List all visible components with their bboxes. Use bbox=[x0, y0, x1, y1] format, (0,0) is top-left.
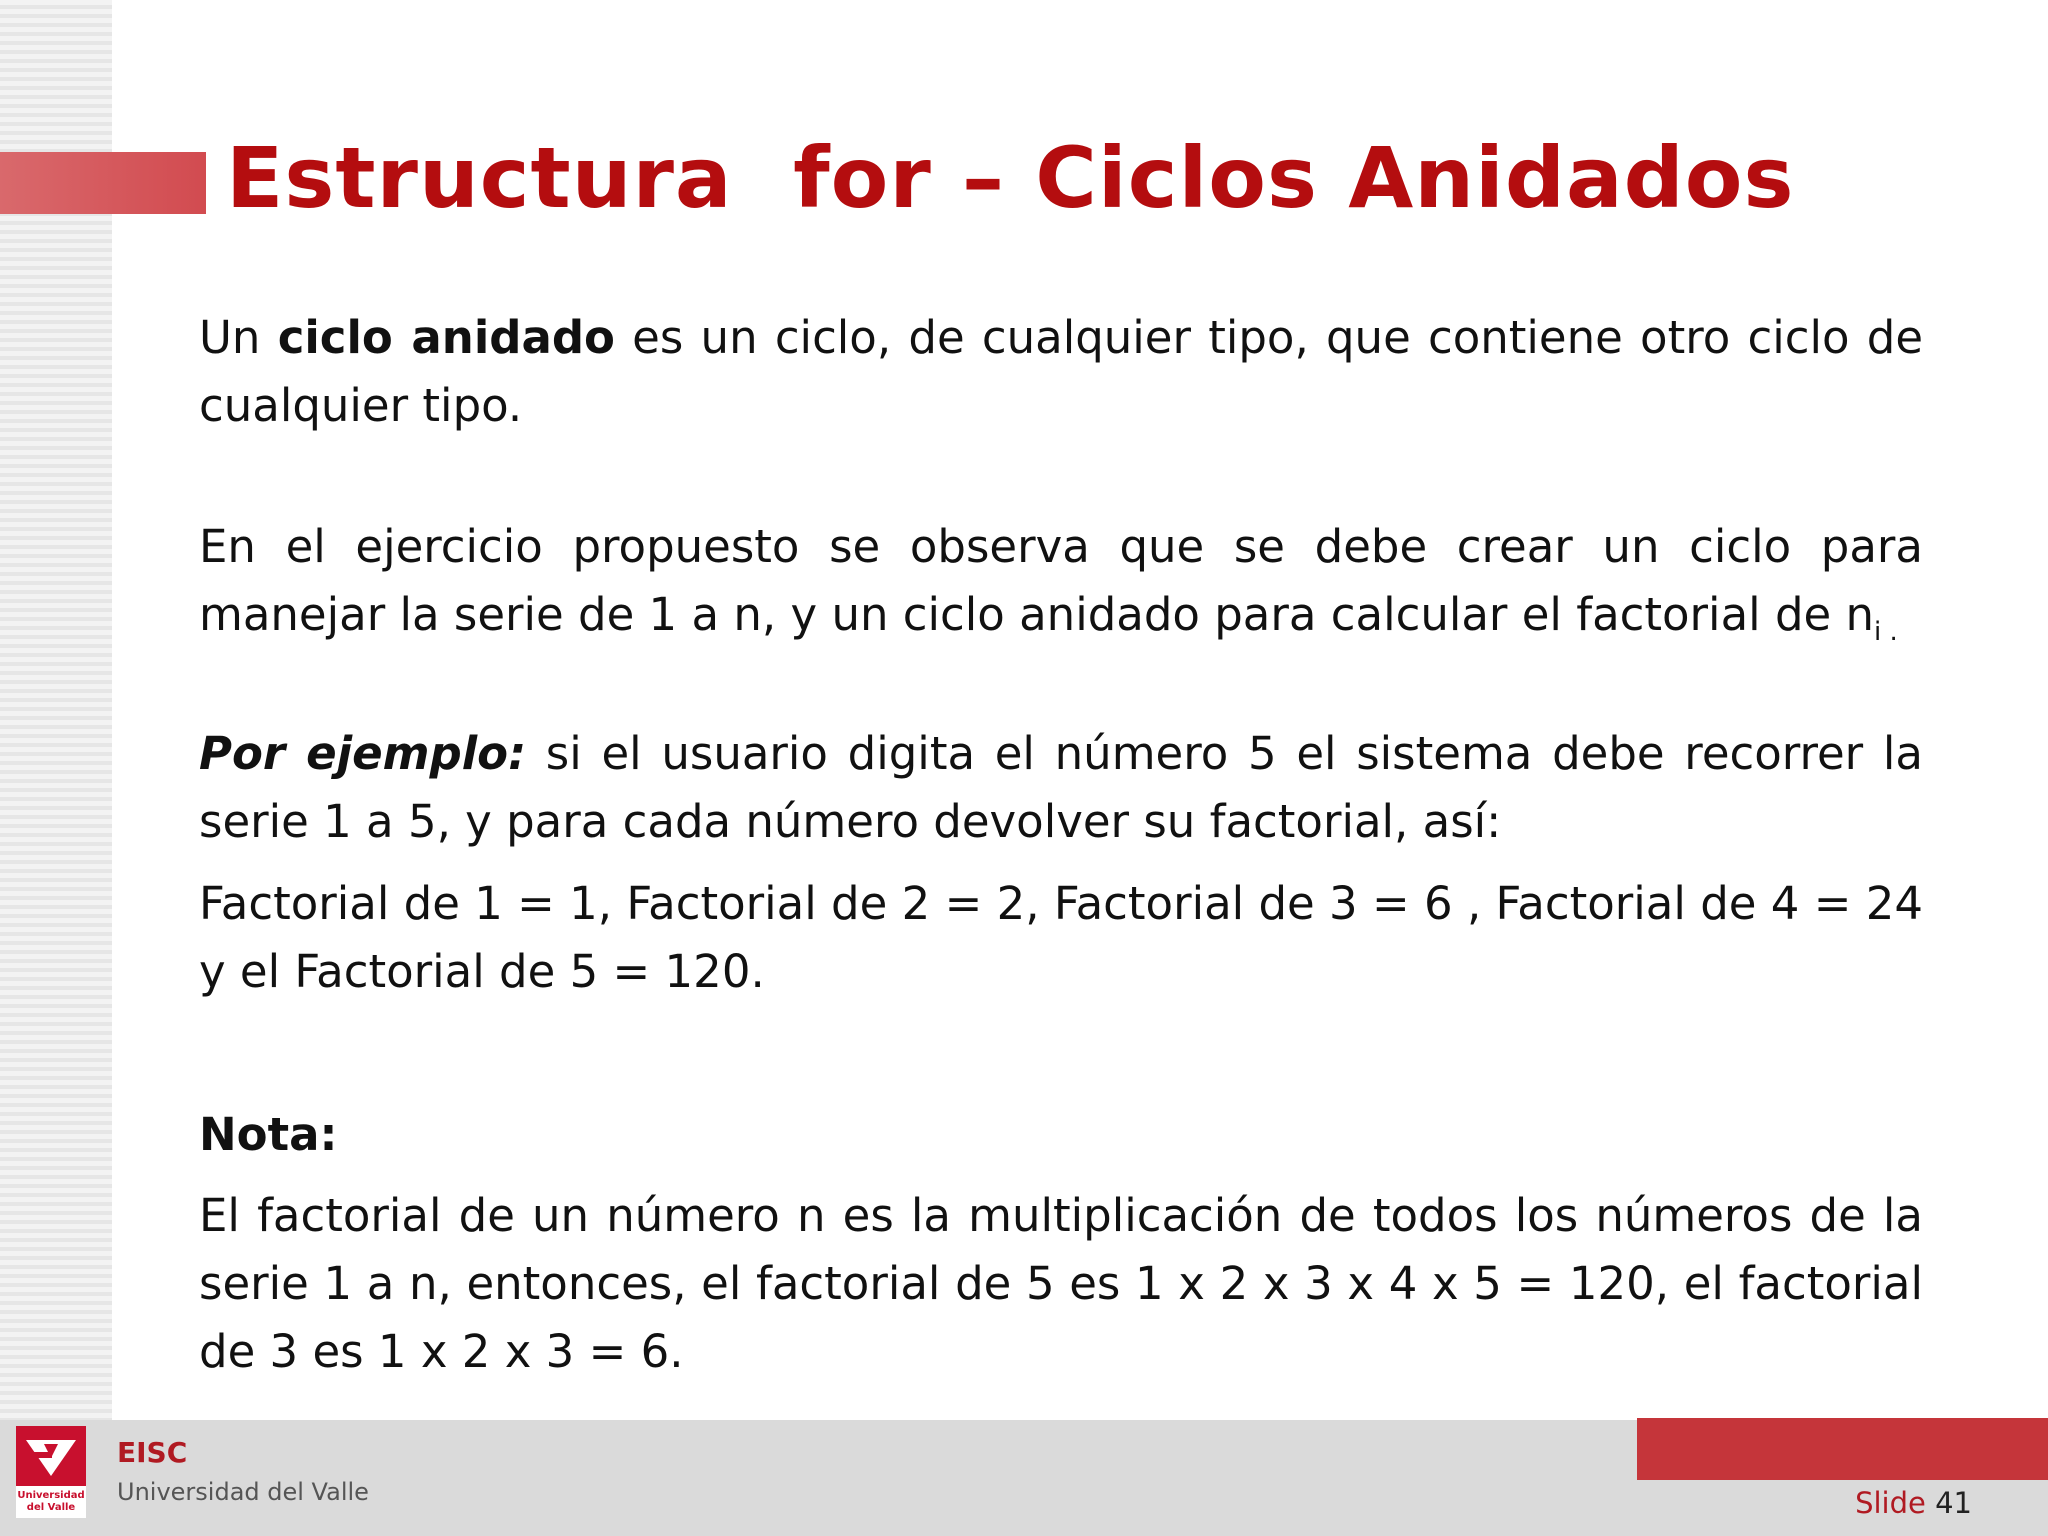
exercise-subscript: i . bbox=[1874, 617, 1898, 647]
paragraph-exercise bbox=[199, 513, 1923, 666]
logo-text-line2: del Valle bbox=[26, 1502, 76, 1513]
factorials-text: Factorial de 1 = 1, Factorial de 2 = 2, Factorial de 3 = 6 , Factorial de 4 = 24 y el Factorial de 5 = 120. bbox=[199, 877, 1923, 998]
example-text: si el usuario digita el número 5 el sistema debe recorrer la serie 1 a 5, y para cada número devolver su factorial, así: bbox=[199, 727, 1923, 848]
footer-org: EISC bbox=[117, 1436, 188, 1469]
slide-title: Estructura for – Ciclos Anidados bbox=[226, 129, 1795, 227]
paragraph-factorials bbox=[199, 870, 1923, 1006]
note-label: Nota: bbox=[199, 1108, 338, 1161]
note-text: El factorial de un número n es la multiplicación de todos los números de la serie 1 a n, entonces, el factorial de 5 es 1 x 2 x 3 x 4 x 5 = 120, el factorial de 3 es 1 x 2 x 3 = 6. bbox=[199, 1189, 1923, 1378]
slide-number-value: 41 bbox=[1935, 1486, 1972, 1520]
footer-accent-bar bbox=[1637, 1418, 2048, 1480]
slide-label: Slide bbox=[1855, 1486, 1926, 1520]
paragraph-definition bbox=[199, 304, 1923, 440]
exercise-text: En el ejercicio propuesto se observa que se debe crear un ciclo para manejar la serie de 1 a n, y un ciclo anidado para calcular el factorial de n bbox=[199, 520, 1923, 641]
logo-text-line1: Universidad bbox=[17, 1490, 85, 1501]
paragraph-note bbox=[199, 1182, 1923, 1386]
university-logo bbox=[16, 1426, 86, 1518]
definition-prefix: Un bbox=[199, 311, 278, 364]
footer-university: Universidad del Valle bbox=[117, 1478, 369, 1506]
example-lead: Por ejemplo: bbox=[199, 727, 527, 780]
title-accent-bar bbox=[0, 152, 206, 214]
definition-term: ciclo anidado bbox=[277, 311, 615, 364]
note-heading bbox=[199, 1101, 1923, 1169]
logo-shield-icon bbox=[16, 1426, 86, 1486]
paragraph-example bbox=[199, 720, 1923, 856]
definition-text: es un ciclo, de cualquier tipo, que contiene otro ciclo de cualquier tipo. bbox=[199, 311, 1924, 432]
slide-number bbox=[1855, 1486, 1972, 1520]
